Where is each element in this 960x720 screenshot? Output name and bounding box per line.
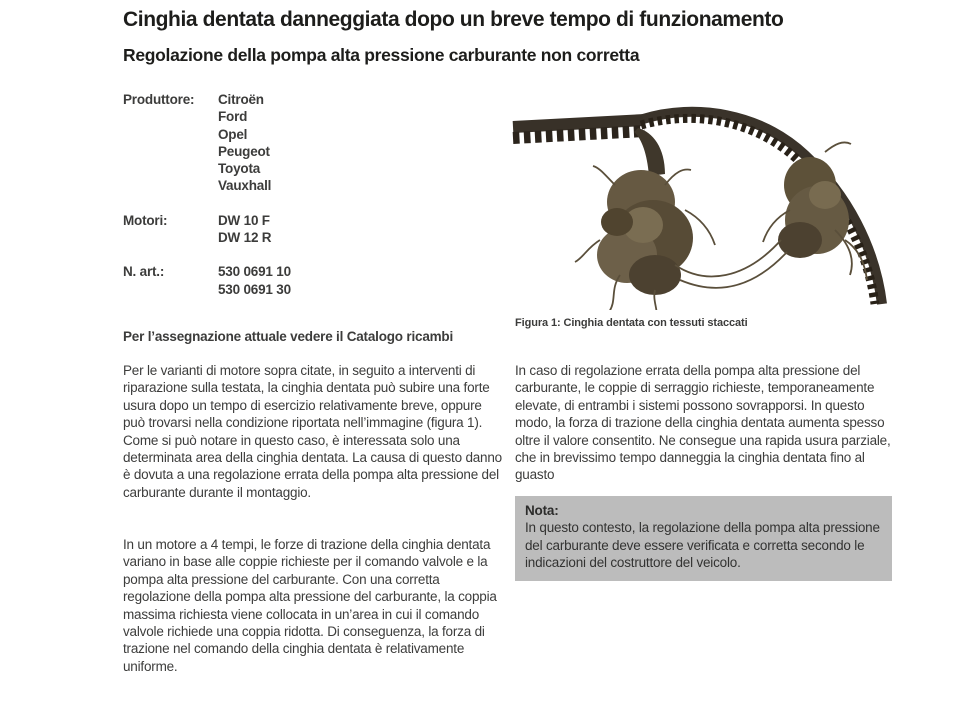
list-line: 530 0691 10 [218, 264, 291, 280]
producer-label: Produttore: [123, 92, 195, 107]
right-paragraph-1: In caso di regolazione errata della pompa alta pressione del carburante, le coppie di serraggio richieste, temporaneamente elevate, di entrambi i sistemi possono sovrapporsi. In questo modo, la forza di trazione della cinghia dentata aumenta spesso oltre il valore consentito. Ne consegue una rapida usura parziale, che in brevissimo tempo danneggia la cinghia dentata fino al guasto [515, 363, 891, 483]
list-line: DW 10 F [218, 212, 270, 228]
article-label: N. art.: [123, 264, 165, 280]
belt-back-left [513, 120, 645, 127]
vehicle-info-block [123, 91, 503, 315]
list-line: DW 12 R [218, 230, 272, 246]
producer-values [218, 91, 271, 195]
page-title: Cinghia dentata danneggiata dopo un breve tempo di funzionamento [123, 8, 784, 31]
page-subtitle: Regolazione della pompa alta pressione carburante non corretta [123, 45, 640, 65]
note-body: In questo contesto, la regolazione della pompa alta pressione del carburante deve essere verificata e corretta secondo le indicazioni del costruttore del veicolo. [525, 520, 880, 571]
engines-row [123, 212, 503, 247]
frayed-mass-left [597, 170, 693, 295]
list-line: Opel [218, 126, 248, 142]
list-line: Toyota [218, 161, 261, 177]
catalog-note: Per l’assegnazione attuale vedere il Catalogo ricambi [123, 329, 454, 344]
producer-row [123, 91, 503, 195]
left-paragraph-1: Per le varianti di motore sopra citate, in seguito a interventi di riparazione sulla testata, la cinghia dentata può subire una forte usura dopo un tempo di esercizio relativamente breve, oppure può trovarsi nella condizione riportata nell’immagine (figura 1). Come si può notare in questo caso, è interessata solo una determinata area della cinghia dentata. La causa di questo danno è dovuta a una regolazione errata della pompa alta pressione del carburante durante il montaggio. [123, 363, 502, 500]
list-line: Vauxhall [218, 178, 272, 194]
engines-label: Motori: [123, 212, 168, 228]
belt-torn-funnel [634, 128, 665, 176]
figure-1 [505, 90, 925, 310]
list-line: Citroën [218, 92, 264, 107]
list-line: Ford [218, 109, 248, 125]
figure-caption: Figura 1: Cinghia dentata con tessuti staccati [515, 317, 748, 329]
note-title: Nota: [525, 503, 559, 518]
engines-values [218, 212, 271, 247]
article-row [123, 263, 503, 298]
frayed-mass-right [778, 157, 849, 258]
list-line: 530 0691 30 [218, 281, 291, 297]
left-paragraph-2: In un motore a 4 tempi, le forze di trazione della cinghia dentata variano in base alle coppie richieste per il comando valvole e la pompa alta pressione del carburante. Con una corretta regolazione della pompa alta pressione del carburante, la coppia massima richiesta viene collocata in un’area in cui il comando valvole richiede una coppia ridotta. Di conseguenza, la forza di trazione nel comando della cinghia dentata è relativamente uniforme. [123, 537, 497, 674]
belt-teeth-left [513, 131, 645, 138]
list-line: Peugeot [218, 143, 270, 159]
article-values [218, 263, 291, 298]
timing-belt-photo [505, 90, 925, 310]
note-box [515, 496, 892, 581]
